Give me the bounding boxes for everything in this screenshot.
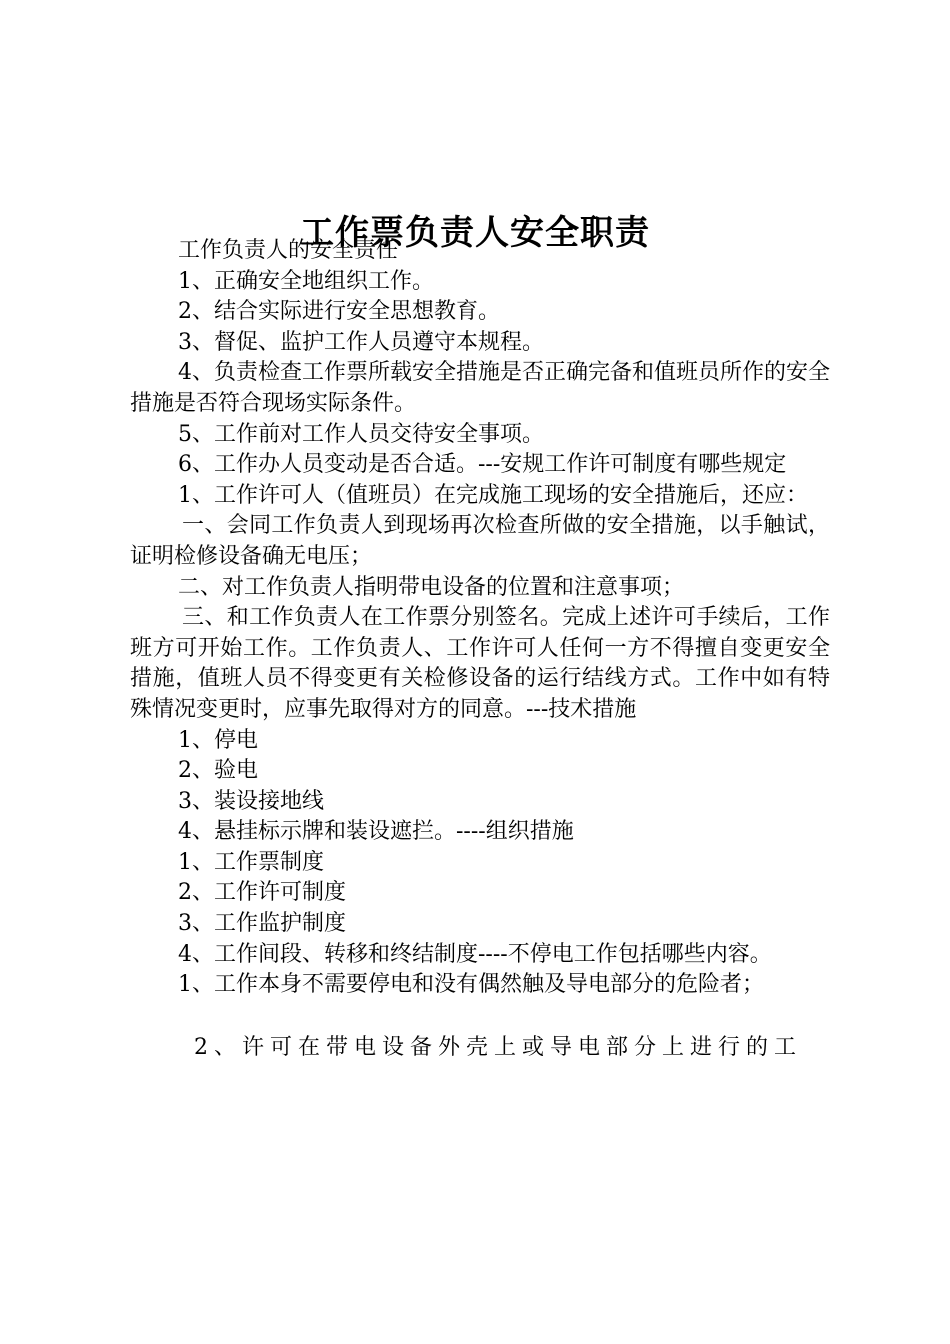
- paragraph: 2、许可在带电设备外壳上或导电部分上进行的工: [194, 1034, 802, 1060]
- paragraph: 4、负责检查工作票所载安全措施是否正确完备和值班员所作的安全措施是否符合现场实际条件。: [130, 360, 830, 416]
- paragraph: 6、工作办人员变动是否合适。---安规工作许可制度有哪些规定: [178, 452, 787, 478]
- paragraph: 1、工作本身不需要停电和没有偶然触及导电部分的危险者；: [178, 972, 764, 998]
- paragraph: 2、结合实际进行安全思想教育。: [178, 299, 500, 325]
- paragraph: 1、停电: [178, 727, 258, 753]
- paragraph: 2、验电: [178, 758, 258, 784]
- paragraph: 工作负责人的安全责任: [178, 238, 399, 263]
- paragraph: 1、工作许可人（值班员）在完成施工现场的安全措施后，还应：: [178, 482, 808, 508]
- paragraph: 4、悬挂标示牌和装设遮拦。----组织措施: [178, 819, 574, 845]
- paragraph: 一、会同工作负责人到现场再次检查所做的安全措施，以手触试，证明检修设备确无电压；: [130, 513, 830, 569]
- paragraph: 3、督促、监护工作人员遵守本规程。: [178, 329, 544, 355]
- paragraph: 二、对工作负责人指明带电设备的位置和注意事项；: [178, 574, 685, 600]
- paragraph: 3、装设接地线: [178, 788, 324, 814]
- paragraph: 5、工作前对工作人员交待安全事项。: [178, 421, 544, 447]
- paragraph: 3、工作监护制度: [178, 911, 346, 937]
- paragraph: 1、工作票制度: [178, 849, 324, 875]
- paragraph: 4、工作间段、转移和终结制度----不停电工作包括哪些内容。: [178, 941, 772, 967]
- paragraph: 三、和工作负责人在工作票分别签名。完成上述许可手续后，工作班方可开始工作。工作负责人、工作许可人任何一方不得擅自变更安全措施，值班人员不得变更有关检修设备的运行结线方式。工作中如有特殊情况变更时，应事先取得对方的同意。---技术措施: [130, 605, 830, 722]
- paragraph: 1、正确安全地组织工作。: [178, 268, 434, 294]
- paragraph: 2、工作许可制度: [178, 880, 346, 906]
- document-title: 工作票负责人安全职责: [300, 212, 650, 253]
- document-body: [130, 236, 830, 1063]
